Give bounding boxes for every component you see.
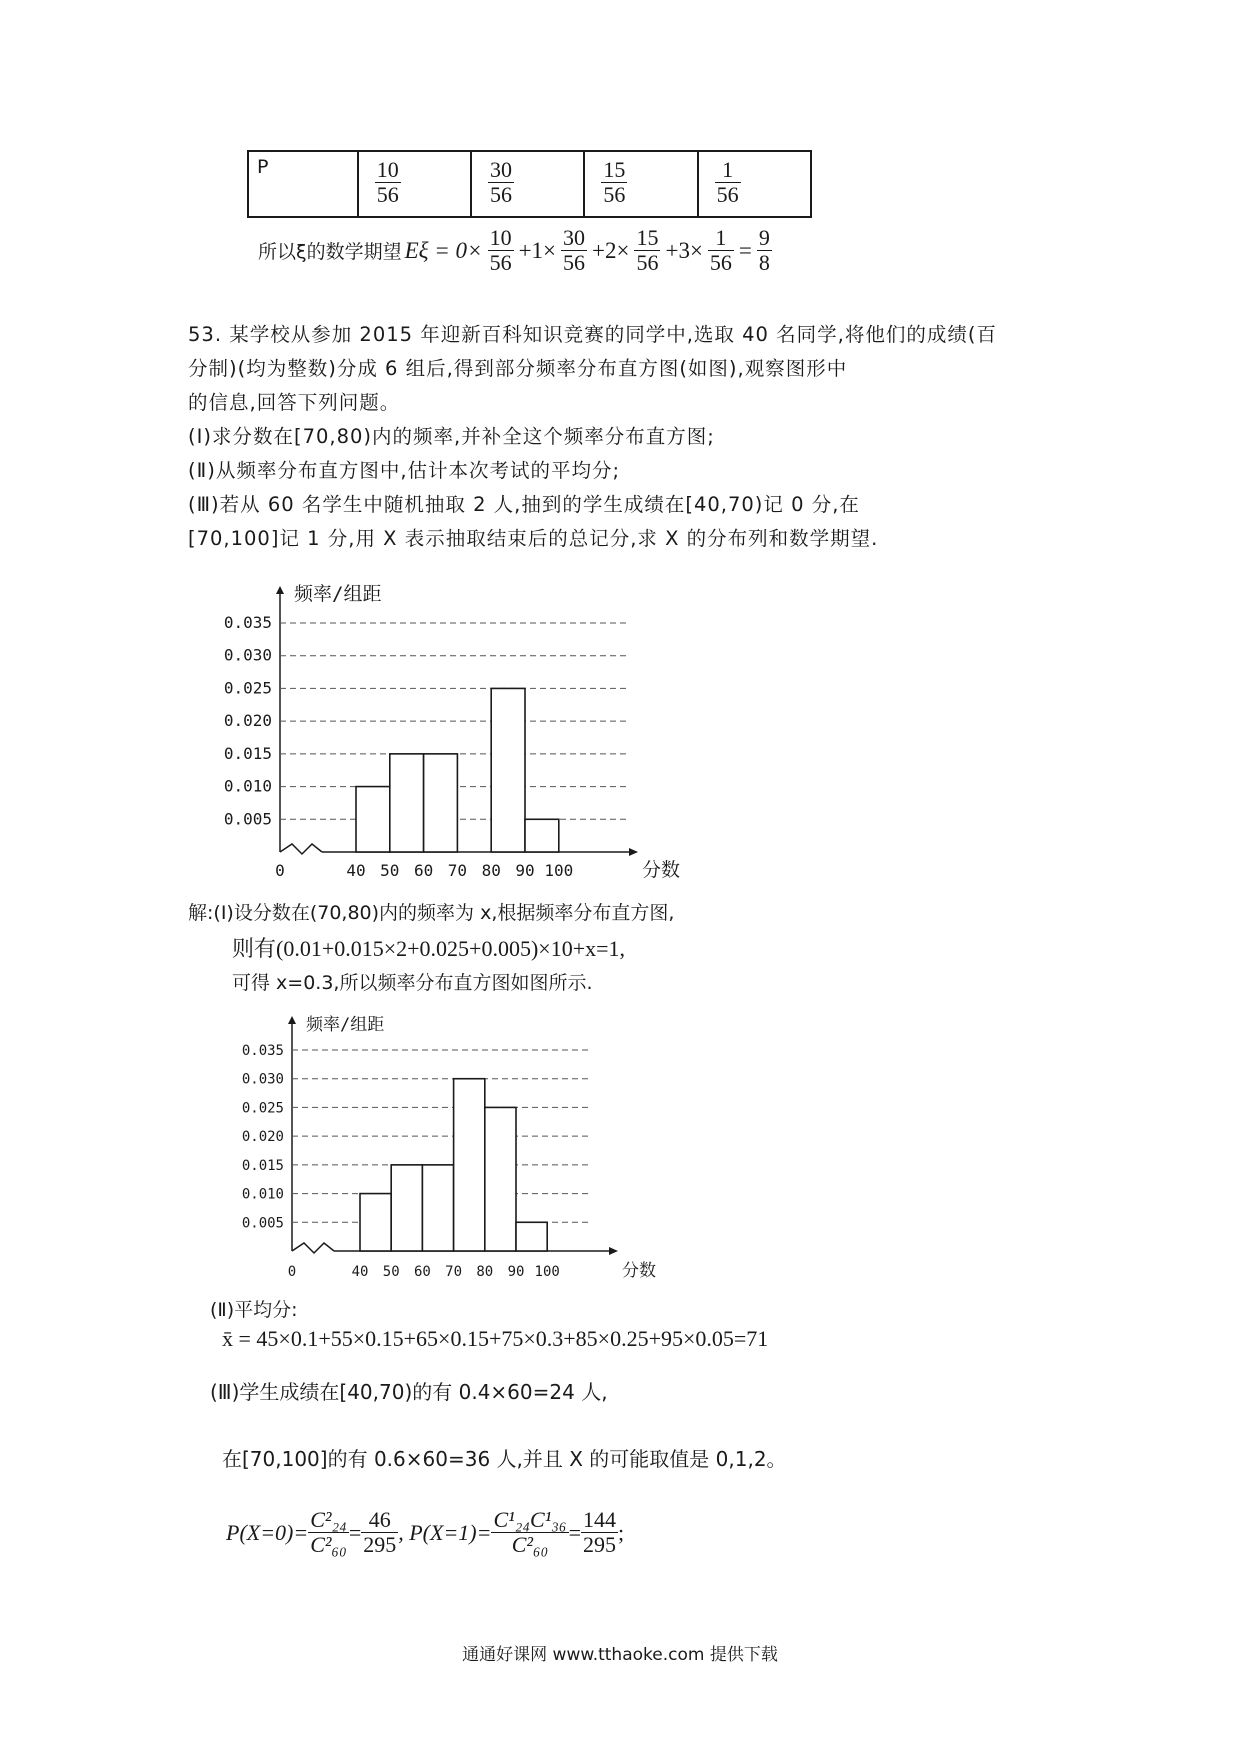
y-tick-label: 0.010 xyxy=(241,1186,284,1203)
x-tick-label: 90 xyxy=(515,861,535,880)
solution-part1-line3: 可得 x=0.3,所以频率分布直方图如图所示. xyxy=(232,972,593,994)
axis-break xyxy=(292,1243,334,1253)
table-label: P xyxy=(248,151,358,217)
problem-line: (Ⅱ)从频率分布直方图中,估计本次考试的平均分; xyxy=(188,459,621,482)
x-tick-label: 50 xyxy=(382,1264,400,1280)
x-tick-label: 80 xyxy=(481,861,501,880)
x-tick-label: 80 xyxy=(476,1264,494,1280)
y-tick-label: 0.030 xyxy=(223,645,272,665)
p1-comb-fraction: $\frac{\text{C¹₂₄C¹₃₆}}{\text{C²₆₀}}$ xyxy=(493,1507,567,1558)
footer-source: 通通好课网 www.tthaoke.com 提供下载 xyxy=(462,1645,778,1665)
p0-lhs: P(X=0)= xyxy=(226,1519,309,1545)
p0-value: $\frac{46}{295}$ xyxy=(363,1507,397,1558)
x-tick-label: 60 xyxy=(413,1264,431,1280)
x-tick-label: 90 xyxy=(507,1264,525,1280)
table-fraction: $\frac{15}{56}$ xyxy=(603,157,626,208)
histogram-bar xyxy=(525,819,559,852)
y-tick-label: 0.015 xyxy=(223,743,272,763)
p1-value: $\frac{144}{295}$ xyxy=(583,1507,617,1558)
histogram-bar xyxy=(424,754,458,852)
x-tick-label: 100 xyxy=(544,861,574,880)
x-tick-label: 100 xyxy=(534,1264,560,1280)
x-axis-arrow xyxy=(609,1247,618,1255)
histogram-bar xyxy=(422,1165,453,1251)
y-axis-label: 频率/组距 xyxy=(294,583,382,605)
x-tick-label: 60 xyxy=(413,861,434,880)
problem-line: [70,100]记 1 分,用 X 表示抽取结束后的总记分,求 X 的分布列和数学期望. xyxy=(188,527,879,550)
y-axis-arrow xyxy=(276,586,284,594)
histogram-bar xyxy=(516,1222,547,1251)
probability-table xyxy=(247,150,812,218)
histogram-bar xyxy=(390,754,424,852)
problem-line: 分制)(均为整数)分成 6 组后,得到部分频率分布直方图(如图),观察图形中 xyxy=(188,357,848,380)
x-tick-label: 40 xyxy=(351,1264,369,1280)
y-tick-label: 0.025 xyxy=(241,1100,284,1117)
y-tick-label: 0.030 xyxy=(241,1071,284,1088)
solution-part1-line1: 解:(Ⅰ)设分数在(70,80)内的频率为 x,根据频率分布直方图, xyxy=(188,902,675,924)
x-axis-arrow xyxy=(629,848,638,856)
x-tick-label: 40 xyxy=(346,861,366,880)
y-tick-label: 0.020 xyxy=(241,1129,284,1146)
table-fraction: $\frac{10}{56}$ xyxy=(376,157,399,208)
expectation-formula: 所以ξ的数学期望 Eξ = 0× $\frac{10}{56}$ +1× $\frac{30}{56}$ +2× $\frac{15}{56}$ +3× $\frac{1}{56}$ = $\frac{9}{8}$ xyxy=(258,225,770,276)
x-tick-label: 0 xyxy=(287,1264,297,1280)
problem-line: 的信息,回答下列问题。 xyxy=(188,391,401,414)
y-tick-label: 0.005 xyxy=(241,1215,284,1232)
histogram-original xyxy=(200,580,680,885)
solution-part3-line2: 在[70,100]的有 0.6×60=36 人,并且 X 的可能取值是 0,1,2。 xyxy=(222,1447,787,1471)
y-tick-label: 0.025 xyxy=(223,678,272,698)
histogram-completed xyxy=(222,1010,656,1288)
problem-line: (Ⅲ)若从 60 名学生中随机抽取 2 人,抽到的学生成绩在[40,70)记 0 分,在 xyxy=(188,493,860,516)
histogram-bar xyxy=(391,1165,422,1251)
p0-comb-fraction: $\frac{\text{C²₂₄}}{\text{C²₆₀}}$ xyxy=(310,1507,347,1558)
problem-statement xyxy=(188,318,1058,556)
histogram-bar xyxy=(454,1079,485,1251)
y-tick-label: 0.005 xyxy=(223,809,272,829)
y-tick-label: 0.035 xyxy=(223,613,272,632)
x-tick-label: 70 xyxy=(445,1264,463,1280)
x-axis-label: 分数 xyxy=(622,1261,656,1281)
solution-part3-line1: (Ⅲ)学生成绩在[40,70)的有 0.4×60=24 人, xyxy=(210,1380,608,1404)
x-tick-label: 0 xyxy=(275,861,285,880)
problem-line: (Ⅰ)求分数在[70,80)内的频率,并补全这个频率分布直方图; xyxy=(188,425,715,448)
axis-break xyxy=(280,844,322,854)
y-axis-label: 频率/组距 xyxy=(306,1015,385,1035)
expectation-prefix: 所以ξ的数学期望 xyxy=(258,241,402,264)
histogram-bar xyxy=(356,787,390,852)
solution-part2-title: (Ⅱ)平均分: xyxy=(210,1299,298,1321)
y-tick-label: 0.015 xyxy=(241,1157,284,1174)
y-tick-label: 0.035 xyxy=(241,1043,284,1059)
x-tick-label: 70 xyxy=(447,861,468,880)
problem-line: 53. 某学校从参加 2015 年迎新百科知识竞赛的同学中,选取 40 名同学,将他们的成绩(百 xyxy=(188,323,997,346)
table-fraction: $\frac{30}{56}$ xyxy=(490,157,512,208)
y-tick-label: 0.010 xyxy=(223,776,272,796)
y-axis-arrow xyxy=(288,1016,296,1024)
probability-formulas: P(X=0)= $\frac{\text{C²₂₄}}{\text{C²₆₀}}$ = $\frac{46}{295}$ , P(X=1)= $\frac{\text{C¹₂₄C¹₃₆}}{\text{C²₆₀}}$ = $\frac{144}{295}$ ; xyxy=(226,1507,625,1558)
histogram-bar xyxy=(491,688,525,852)
expectation-lhs: Eξ = 0× xyxy=(404,237,483,263)
solution-part2-formula: x̄ = 45×0.1+55×0.15+65×0.15+75×0.3+85×0.25+95×0.05=71 xyxy=(222,1326,769,1351)
histogram-bar xyxy=(485,1107,516,1251)
x-tick-label: 50 xyxy=(380,861,400,880)
y-tick-label: 0.020 xyxy=(223,711,272,731)
table-fraction: $\frac{1}{56}$ xyxy=(716,157,739,208)
x-axis-label: 分数 xyxy=(642,859,681,881)
histogram-bar xyxy=(360,1194,391,1251)
p1-lhs: , P(X=1)= xyxy=(398,1519,492,1545)
solution-part1-line2: 则有(0.01+0.015×2+0.025+0.005)×10+x=1, xyxy=(232,936,626,961)
